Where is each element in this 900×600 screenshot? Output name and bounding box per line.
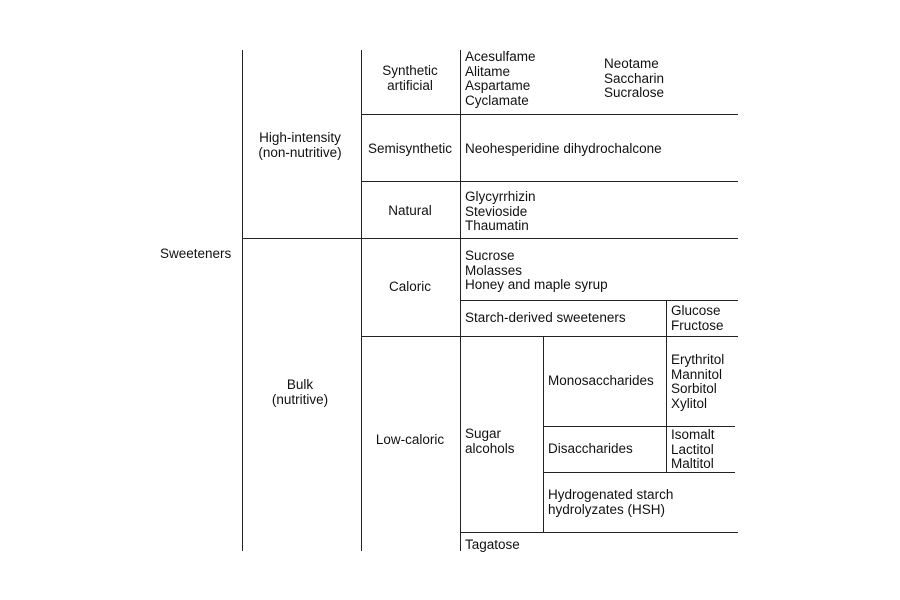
tagatose-label: Tagatose [465,537,520,552]
divider-line [666,336,667,472]
caloric-label: Caloric [388,279,432,294]
divider-line [242,50,243,551]
bulk-label: Bulk (nutritive) [271,377,329,407]
divider-line [361,114,738,115]
divider-line [460,300,738,301]
natural-items: Glycyrrhizin Stevioside Thaumatin [465,189,536,233]
caloric-items: Sucrose Molasses Honey and maple syrup [465,248,608,292]
low-caloric-label: Low-caloric [375,432,445,447]
monosaccharides-label: Monosaccharides [548,373,654,388]
synthetic-items-left: Acesulfame Alitame Aspartame Cyclamate [465,49,536,108]
root-label: Sweeteners [160,246,232,261]
hsh-label: Hydrogenated starch hydrolyzates (HSH) [548,487,674,517]
divider-line [361,181,738,182]
synthetic-label: Synthetic artificial [382,63,438,93]
starch-derived-items: Glucose Fructose [671,303,724,333]
disaccharides-label: Disaccharides [548,441,633,456]
divider-line [242,238,738,239]
divider-line [361,50,362,551]
semisynthetic-items: Neohesperidine dihydrochalcone [465,141,662,156]
disaccharides-items: Isomalt Lactitol Maltitol [671,427,715,471]
divider-line [460,532,738,533]
starch-derived-label: Starch-derived sweeteners [465,310,626,325]
natural-label: Natural [388,203,432,218]
divider-line [543,472,735,473]
synthetic-items-right: Neotame Saccharin Sucralose [604,56,665,100]
divider-line [361,336,738,337]
monosaccharides-items: Erythritol Mannitol Sorbitol Xylitol [671,352,725,411]
high-intensity-label: High-intensity (non-nutritive) [258,130,342,160]
divider-line [666,300,667,336]
divider-line [543,336,544,532]
sugar-alcohols-label: Sugar alcohols [465,426,515,456]
semisynthetic-label: Semisynthetic [367,141,453,156]
